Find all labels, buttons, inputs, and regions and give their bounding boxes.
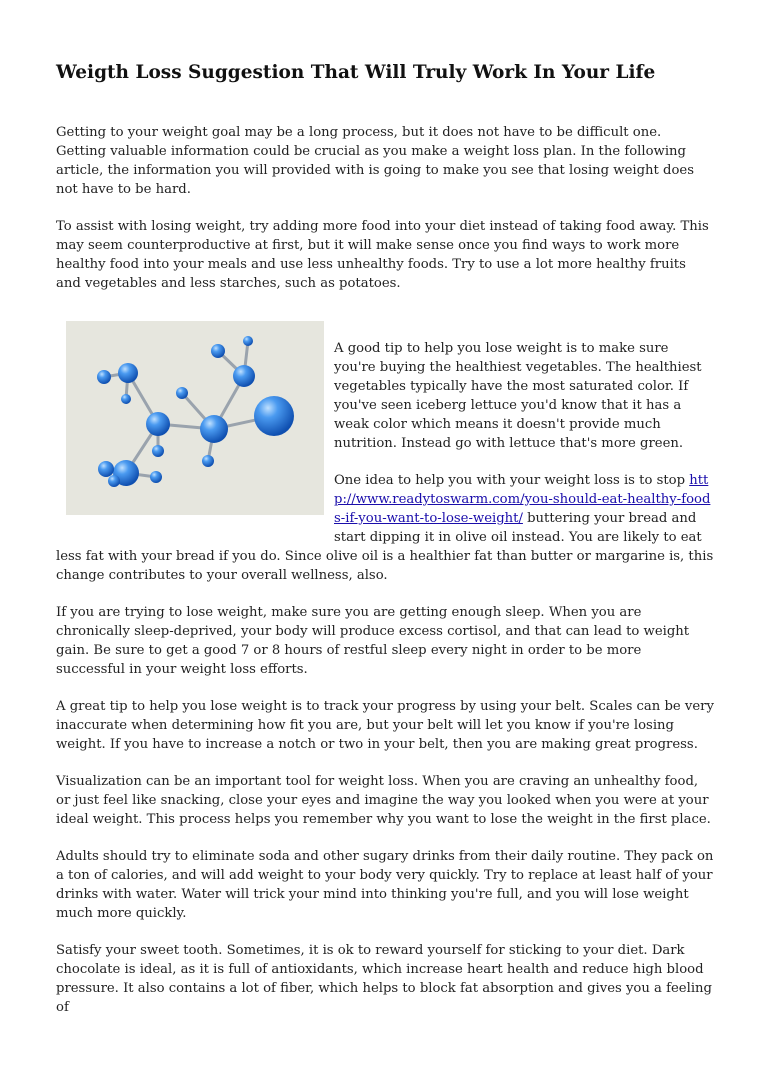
readytoswarm-link[interactable]: http://www.readytoswarm.com/you-should-eat-healthy-foods-if-you-want-to-lose-weight/	[334, 473, 711, 526]
olive-oil-text-end: buttering your bread and start dipping it in olive oil instead. You are likely to eat less fat with your bread if you do. Since olive oil is a healthier fat than butter or margarine is, this change contributes to your overall wellness, also.	[56, 511, 714, 583]
paragraph-sleep: If you are trying to lose weight, make sure you are getting enough sleep. When you are chronically sleep-deprived, your body will produce excess cortisol, and that can lead to weight gain. Be sure to get a good 7 or 8 hours of restful sleep every night in order to be more successful in your weight loss efforts.	[56, 605, 690, 677]
molecule-icon	[66, 321, 324, 515]
paragraph-add-food: To assist with losing weight, try adding more food into your diet instead of taking food away. This may seem counterproductive at first, but it will make sense once you find ways to work more healthy food into your meals and use less unhealthy foods. Try to use a lot more healthy fruits and vegetables and less starches, such as potatoes.	[56, 219, 709, 291]
article-body	[56, 123, 714, 1035]
paragraph-vegetables: A good tip to help you lose weight is to make sure you're buying the healthiest vegetables. The healthiest vegetables typically have the most saturated color. If you've seen iceberg lettuce you'd know that it has a weak color which means it doesn't provide much nutrition. Instead go with lettuce that's more green.	[334, 341, 702, 451]
paragraph-sweet-tooth: Satisfy your sweet tooth. Sometimes, it is ok to reward yourself for sticking to your diet. Dark chocolate is ideal, as it is full of antioxidants, which increase heart health and reduce high blood pressure. It also contains a lot of fiber, which helps to block fat absorption and gives you a feeling of	[56, 943, 712, 1015]
paragraph-belt: A great tip to help you lose weight is to track your progress by using your belt. Scales can be very inaccurate when determining how fit you are, but your belt will let you know if you're losing weight. If you have to increase a notch or two in your belt, then you are making great progress.	[56, 699, 714, 752]
olive-oil-text-start: One idea to help you with your weight loss is to stop	[334, 473, 690, 488]
paragraph-soda: Adults should try to eliminate soda and other sugary drinks from their daily routine. They pack on a ton of calories, and will add weight to your body very quickly. Try to replace at least half of your drinks with water. Water will trick your mind into thinking you're full, and you will lose weight much more quickly.	[56, 849, 714, 921]
paragraph-visualization: Visualization can be an important tool for weight loss. When you are craving an unhealthy food, or just feel like snacking, close your eyes and imagine the way you looked when you were at your ideal weight. This process helps you remember why you want to lose the weight in the first place.	[56, 774, 711, 827]
paragraph-intro: Getting to your weight goal may be a long process, but it does not have to be difficult one. Getting valuable information could be crucial as you make a weight loss plan. In the following article, the information you will provided with is going to make you see that losing weight does not have to be hard.	[56, 125, 694, 197]
molecule-image	[56, 321, 334, 535]
page-title: Weigth Loss Suggestion That Will Truly Work In Your Life	[56, 62, 656, 83]
